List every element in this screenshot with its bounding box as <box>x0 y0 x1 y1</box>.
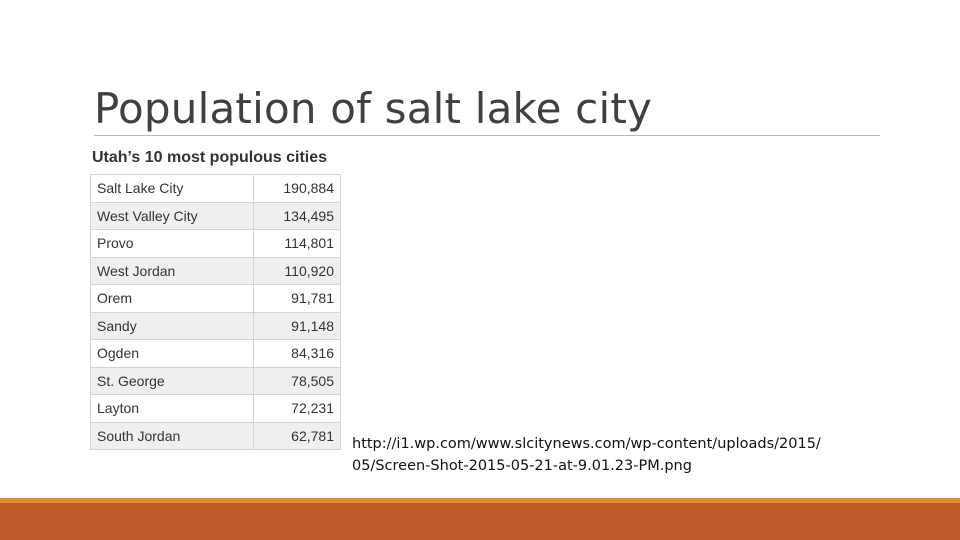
population-cell: 134,495 <box>254 202 341 230</box>
slide-title: Population of salt lake city <box>94 84 653 133</box>
population-cell: 190,884 <box>254 175 341 203</box>
table-row <box>91 422 341 450</box>
city-cell: Layton <box>91 395 254 423</box>
source-url: http://i1.wp.com/www.slcitynews.com/wp-content/uploads/2015/05/Screen-Shot-2015-05-21-at-9.01.23-PM.png <box>352 436 821 474</box>
population-cell: 110,920 <box>254 257 341 285</box>
title-divider <box>94 135 880 136</box>
table-row <box>91 202 341 230</box>
population-cell: 114,801 <box>254 230 341 258</box>
city-cell: Salt Lake City <box>91 175 254 203</box>
city-cell: West Valley City <box>91 202 254 230</box>
population-cell: 91,781 <box>254 285 341 313</box>
population-cell: 78,505 <box>254 367 341 395</box>
table-row <box>91 175 341 203</box>
table-row <box>91 395 341 423</box>
population-cell: 91,148 <box>254 312 341 340</box>
city-cell: Orem <box>91 285 254 313</box>
table-row <box>91 367 341 395</box>
population-cell: 84,316 <box>254 340 341 368</box>
population-cell: 72,231 <box>254 395 341 423</box>
footer-bar <box>0 503 960 540</box>
city-cell: Provo <box>91 230 254 258</box>
city-cell: West Jordan <box>91 257 254 285</box>
table-row <box>91 230 341 258</box>
city-cell: Sandy <box>91 312 254 340</box>
table-row <box>91 340 341 368</box>
population-cell: 62,781 <box>254 422 341 450</box>
population-table <box>90 174 341 450</box>
city-cell: Ogden <box>91 340 254 368</box>
city-cell: South Jordan <box>91 422 254 450</box>
table-row <box>91 312 341 340</box>
table-title: Utah’s 10 most populous cities <box>92 149 328 166</box>
table-row <box>91 285 341 313</box>
city-cell: St. George <box>91 367 254 395</box>
table-row <box>91 257 341 285</box>
